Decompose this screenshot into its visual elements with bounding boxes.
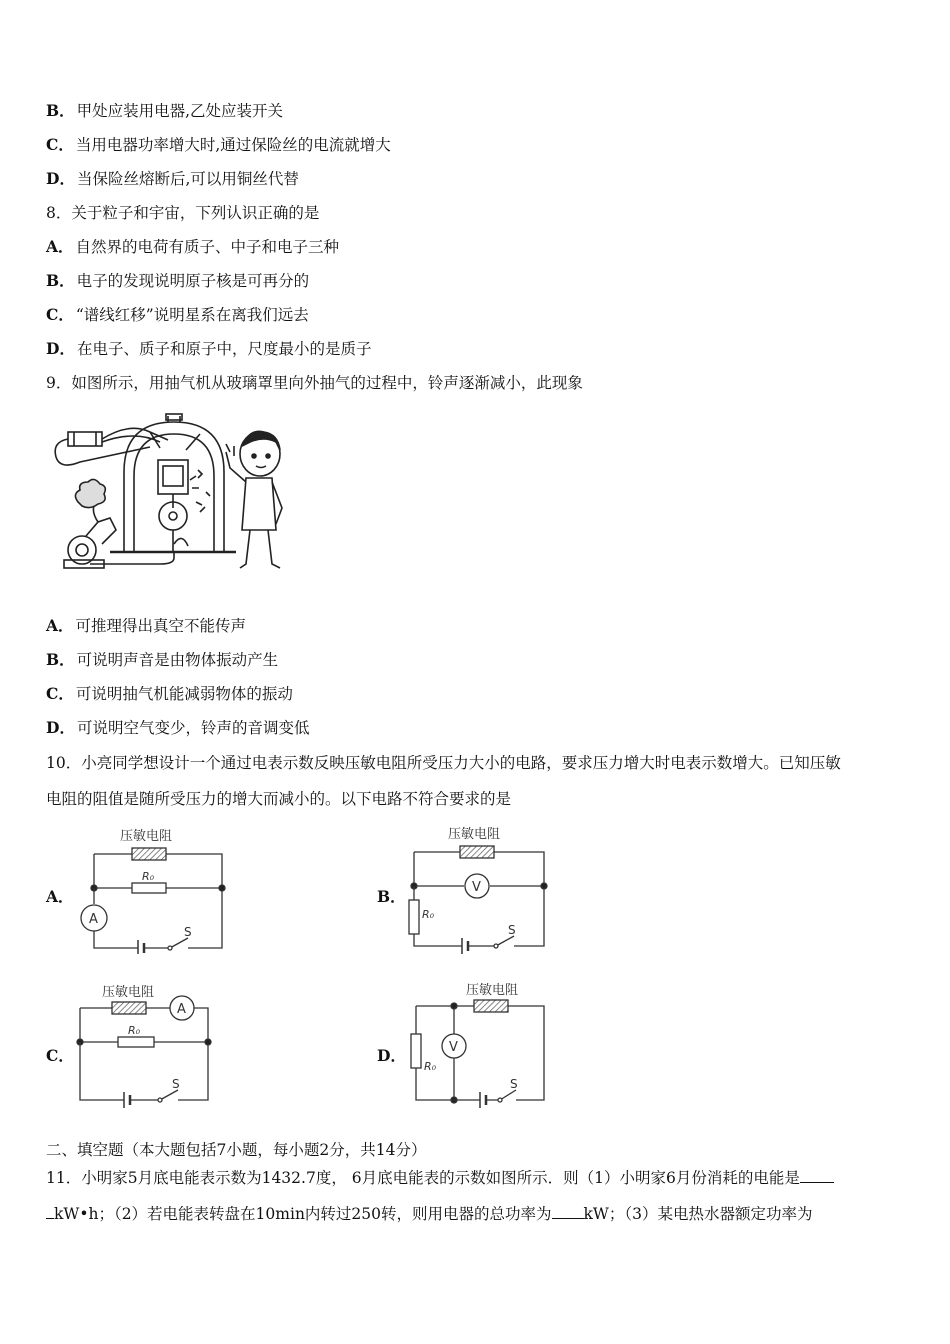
circuit-a-label: A． <box>46 887 74 906</box>
q9-option-a: A． 可推理得出真空不能传声 <box>46 616 247 635</box>
q8-option-d: D． 在电子、质子和原子中，尺度最小的是质子 <box>46 339 372 358</box>
circuit-a-diagram <box>72 824 232 954</box>
circuit-c-resistor-label: R₀ <box>128 1024 141 1037</box>
circuit-c-switch-label: S <box>172 1077 180 1091</box>
circuit-d-switch-label: S <box>510 1077 518 1091</box>
circuit-b-switch-label: S <box>508 923 516 937</box>
circuit-d-label: D． <box>377 1046 406 1065</box>
circuit-d-resistor-label: R₀ <box>424 1060 437 1073</box>
q7-option-d: D． 当保险丝熔断后,可以用铜丝代替 <box>46 169 299 188</box>
circuit-d-diagram <box>404 978 554 1112</box>
q8-option-b: B． 电子的发现说明原子核是可再分的 <box>46 271 310 290</box>
q9-stem: 9．如图所示，用抽气机从玻璃罩里向外抽气的过程中，铃声逐渐减小，此现象 <box>46 374 583 392</box>
circuit-c-diagram <box>72 980 222 1112</box>
circuit-b-diagram <box>404 822 554 954</box>
circuit-a-resistor-label: R₀ <box>142 870 155 883</box>
q7-option-b: B． 甲处应装用电器,乙处应装开关 <box>46 101 284 120</box>
circuit-b-label: B． <box>377 887 406 906</box>
q9-option-d: D． 可说明空气变少，铃声的音调变低 <box>46 718 310 737</box>
q8-option-a: A． 自然界的电荷有质子、中子和电子三种 <box>46 237 340 256</box>
circuit-b-sensor-label: 压敏电阻 <box>448 827 501 842</box>
q8-stem: 8．关于粒子和宇宙，下列认识正确的是 <box>46 204 320 222</box>
q11-line1: 11．小明家5月底电能表示数为1432.7度， 6月底电能表的示数如图所示．则（1）小明家6月份消耗的电能是 <box>46 1168 834 1188</box>
bell-jar-illustration <box>50 412 300 574</box>
q11-line2: kW•h；（2）若电能表转盘在10min内转过250转，则用电器的总功率为 kW；（3）某电热水器额定功率为 <box>46 1204 812 1224</box>
q10-stem-line1: 10．小亮同学想设计一个通过电表示数反映压敏电阻所受压力大小的电路，要求压力增大时电表示数增大。已知压敏 <box>46 754 841 772</box>
circuit-c-sensor-label: 压敏电阻 <box>102 985 155 1000</box>
circuit-d-sensor-label: 压敏电阻 <box>466 983 519 998</box>
q10-stem-line2: 电阻的阻值是随所受压力的增大而减小的。以下电路不符合要求的是 <box>46 790 512 808</box>
q8-option-c: C． “谱线红移”说明星系在离我们远去 <box>46 305 309 324</box>
q9-option-b: B． 可说明声音是由物体振动产生 <box>46 650 279 669</box>
circuit-d-meter-label: V <box>449 1040 458 1055</box>
circuit-c-label: C． <box>46 1046 74 1065</box>
circuit-a-sensor-label: 压敏电阻 <box>120 829 173 844</box>
q9-option-c: C． 可说明抽气机能减弱物体的振动 <box>46 684 293 703</box>
circuit-a-switch-label: S <box>184 925 192 939</box>
circuit-a-meter-label: A <box>89 912 98 927</box>
q7-option-c: C． 当用电器功率增大时,通过保险丝的电流就增大 <box>46 135 391 154</box>
circuit-b-meter-label: V <box>472 880 481 895</box>
circuit-b-resistor-label: R₀ <box>422 908 435 921</box>
circuit-c-meter-label: A <box>177 1002 186 1017</box>
section-2-title: 二、填空题（本大题包括7小题，每小题2分，共14分） <box>46 1141 427 1159</box>
